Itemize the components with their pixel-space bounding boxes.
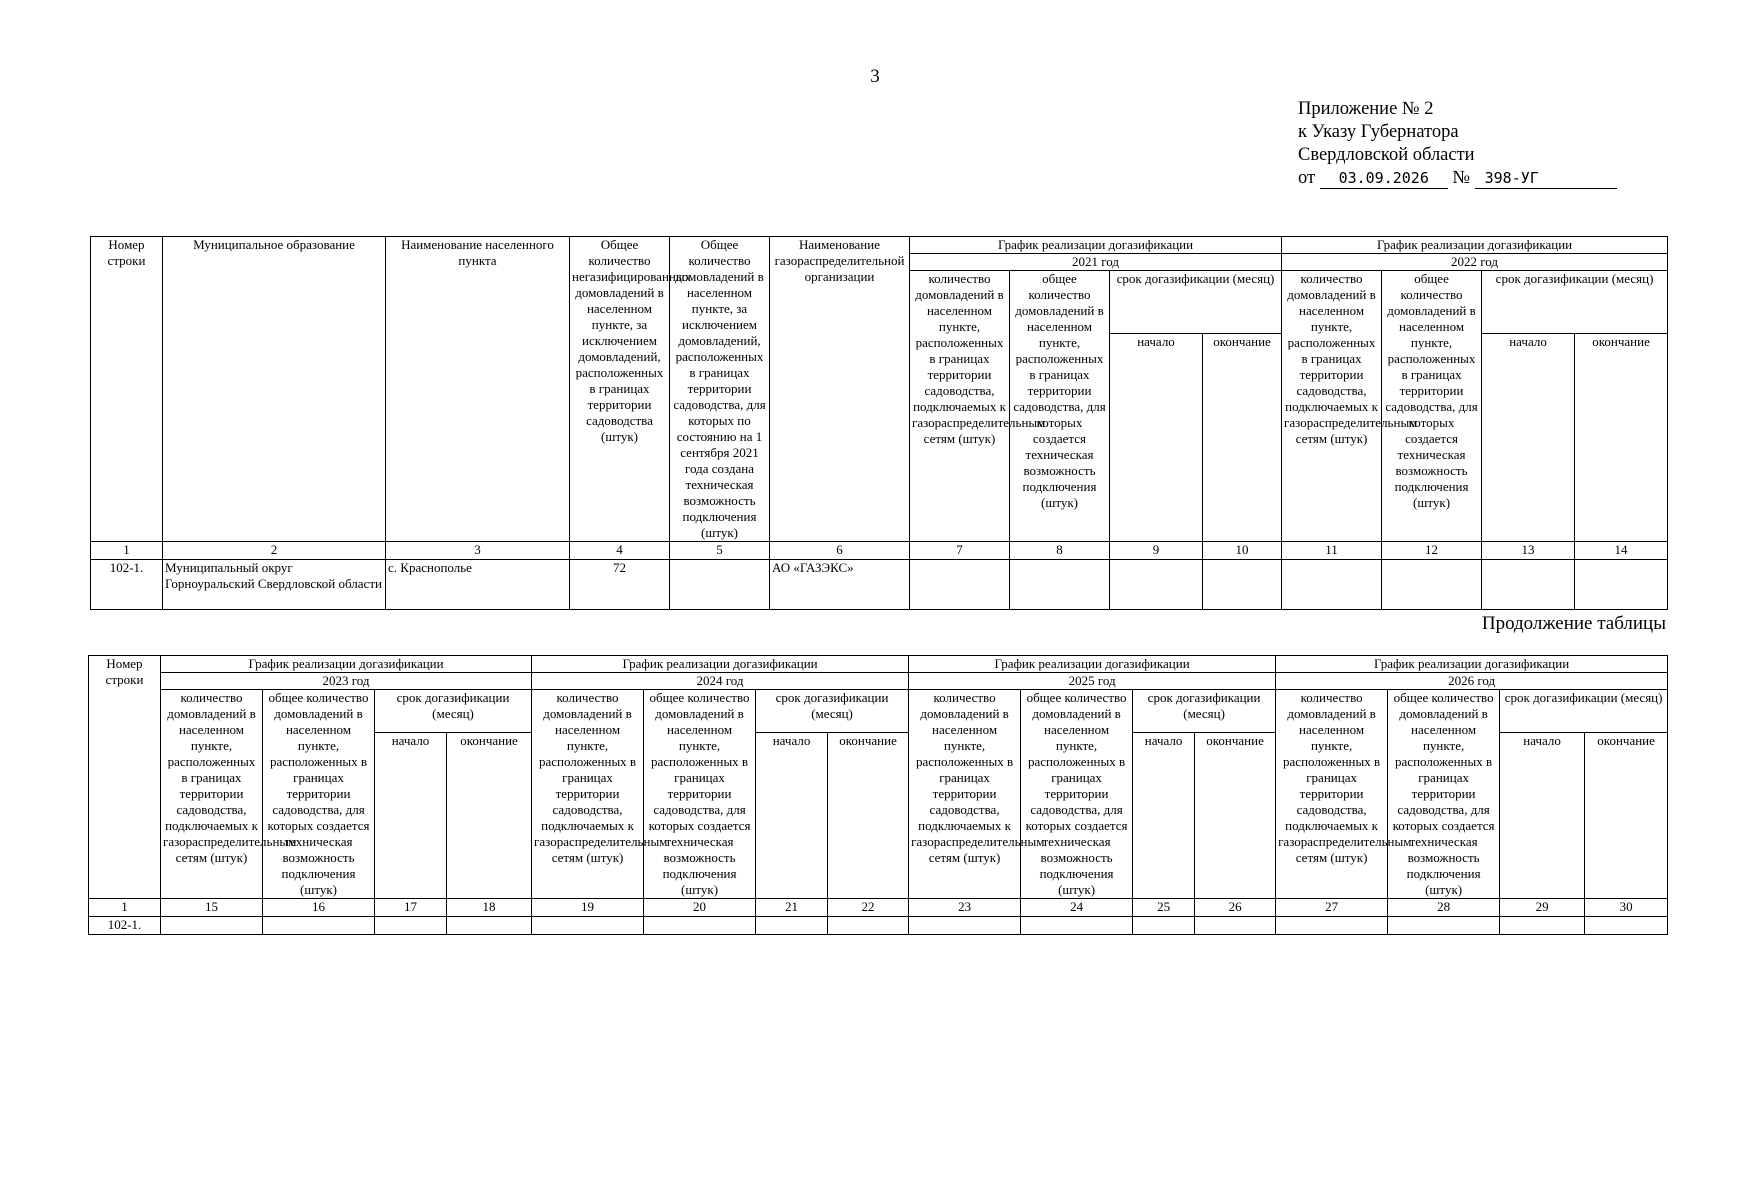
header-start: начало (1133, 733, 1195, 899)
col-number: 30 (1585, 899, 1668, 917)
header-start: начало (1482, 334, 1575, 542)
decree-date: 03.09.2026 (1320, 168, 1448, 189)
header-start: начало (1110, 334, 1203, 542)
header-connected-count: количество домовладений в населенном пункте, расположенных в границах территории садоводства, подключаемых к газораспределительным сетям (штук) (1276, 690, 1388, 899)
header-connected-count: количество домовладений в населенном пункте, расположенных в границах территории садоводства, подключаемых к газораспределительным сетям (штук) (909, 690, 1021, 899)
header-connected-count: количество домовладений в населенном пункте, расположенных в границах территории садоводства, подключаемых к газораспределительным сетям (штук) (1282, 271, 1382, 542)
col-number: 20 (644, 899, 756, 917)
col-number: 9 (1110, 542, 1203, 560)
col-number: 2 (163, 542, 386, 560)
header-possibility-count: общее количество домовладений в населенном пункте, расположенных в границах территории садоводства, для которых создается техническая возможность подключения (штук) (1010, 271, 1110, 542)
header-year: 2021 год (910, 254, 1282, 271)
col-number: 26 (1195, 899, 1276, 917)
col-number: 17 (375, 899, 447, 917)
cell-empty (1010, 560, 1110, 610)
col-number: 25 (1133, 899, 1195, 917)
header-connected-count: количество домовладений в населенном пункте, расположенных в границах территории садоводства, подключаемых к газораспределительным сетям (штук) (532, 690, 644, 899)
header-year: 2023 год (161, 673, 532, 690)
decree-number: 398-УГ (1475, 168, 1617, 189)
cell-empty (1382, 560, 1482, 610)
cell-settlement: с. Краснополье (386, 560, 570, 610)
cell-row-num: 102-1. (91, 560, 163, 610)
header-possibility-count: общее количество домовладений в населенном пункте, расположенных в границах территории садоводства, для которых создается техническая возможность подключения (штук) (644, 690, 756, 899)
col-number: 18 (447, 899, 532, 917)
header-end: окончание (828, 733, 909, 899)
col-number: 4 (570, 542, 670, 560)
header-deadline: срок догазификации (месяц) (1500, 690, 1668, 733)
continuation-table (88, 655, 1668, 935)
header-total-ungasified: Общее количество негазифицированных домовладений в населенном пункте, за исключением домовладений, расположенных в границах территории садоводства (штук) (570, 237, 670, 542)
cell-empty (1575, 560, 1668, 610)
col-number: 15 (161, 899, 263, 917)
cell-empty (1021, 917, 1133, 935)
header-end: окончание (447, 733, 532, 899)
col-number: 14 (1575, 542, 1668, 560)
header-year: 2022 год (1282, 254, 1668, 271)
header-connected-count: количество домовладений в населенном пункте, расположенных в границах территории садоводства, подключаемых к газораспределительным сетям (штук) (910, 271, 1010, 542)
header-deadline: срок догазификации (месяц) (375, 690, 532, 733)
header-deadline: срок догазификации (месяц) (1110, 271, 1282, 334)
cell-empty (532, 917, 644, 935)
header-schedule: График реализации догазификации (909, 656, 1276, 673)
header-start: начало (756, 733, 828, 899)
header-schedule: График реализации догазификации (1282, 237, 1668, 254)
header-end: окончание (1195, 733, 1276, 899)
col-number: 29 (1500, 899, 1585, 917)
header-year: 2026 год (1276, 673, 1668, 690)
cell-empty (1585, 917, 1668, 935)
header-possibility-count: общее количество домовладений в населенном пункте, расположенных в границах территории садоводства, для которых создается техническая возможность подключения (штук) (1382, 271, 1482, 542)
cell-empty (910, 560, 1010, 610)
header-start: начало (375, 733, 447, 899)
col-number: 5 (670, 542, 770, 560)
cell-empty (263, 917, 375, 935)
header-year: 2024 год (532, 673, 909, 690)
table-row (89, 917, 1668, 935)
date-prefix: от (1298, 168, 1316, 188)
header-possibility-count: общее количество домовладений в населенном пункте, расположенных в границах территории садоводства, для которых создается техническая возможность подключения (штук) (1388, 690, 1500, 899)
header-schedule: График реализации догазификации (532, 656, 909, 673)
main-table (90, 236, 1668, 610)
col-number: 16 (263, 899, 375, 917)
col-number: 19 (532, 899, 644, 917)
col-number: 12 (1382, 542, 1482, 560)
cell-empty (1388, 917, 1500, 935)
col-number: 23 (909, 899, 1021, 917)
continuation-label: Продолжение таблицы (1481, 613, 1666, 634)
col-number: 10 (1203, 542, 1282, 560)
cell-total-with-possibility (670, 560, 770, 610)
col-number: 27 (1276, 899, 1388, 917)
appendix-title: Приложение № 2 (1298, 99, 1434, 119)
col-number: 28 (1388, 899, 1500, 917)
header-possibility-count: общее количество домовладений в населенном пункте, расположенных в границах территории садоводства, для которых создается техническая возможность подключения (штук) (1021, 690, 1133, 899)
cell-total-ungasified: 72 (570, 560, 670, 610)
header-end: окончание (1585, 733, 1668, 899)
cell-empty (1500, 917, 1585, 935)
cell-empty (447, 917, 532, 935)
col-number: 3 (386, 542, 570, 560)
number-prefix: № (1452, 168, 1470, 188)
cell-empty (161, 917, 263, 935)
col-number: 11 (1282, 542, 1382, 560)
header-deadline: срок догазификации (месяц) (756, 690, 909, 733)
col-number: 21 (756, 899, 828, 917)
appendix-decree: к Указу Губернатора (1298, 122, 1459, 142)
header-gas-org: Наименование газораспределительной организации (770, 237, 910, 542)
header-connected-count: количество домовладений в населенном пункте, расположенных в границах территории садоводства, подключаемых к газораспределительным сетям (штук) (161, 690, 263, 899)
header-schedule: График реализации догазификации (910, 237, 1282, 254)
col-number: 13 (1482, 542, 1575, 560)
col-number: 1 (91, 542, 163, 560)
table-row (91, 560, 1668, 610)
header-schedule: График реализации догазификации (161, 656, 532, 673)
header-end: окончание (1575, 334, 1668, 542)
appendix-date-line (1298, 167, 1617, 190)
cell-empty (1195, 917, 1276, 935)
cell-empty (1203, 560, 1282, 610)
col-number: 1 (89, 899, 161, 917)
appendix-region: Свердловской области (1298, 145, 1475, 165)
header-year: 2025 год (909, 673, 1276, 690)
header-possibility-count: общее количество домовладений в населенном пункте, расположенных в границах территории садоводства, для которых создается техническая возможность подключения (штук) (263, 690, 375, 899)
cell-empty (909, 917, 1021, 935)
header-municipality: Муниципальное образование (163, 237, 386, 542)
col-number: 6 (770, 542, 910, 560)
col-number: 22 (828, 899, 909, 917)
header-row-num: Номер строки (89, 656, 161, 899)
cell-empty (1110, 560, 1203, 610)
header-row-num: Номер строки (91, 237, 163, 542)
col-number: 24 (1021, 899, 1133, 917)
header-end: окончание (1203, 334, 1282, 542)
cell-empty (828, 917, 909, 935)
cell-empty (375, 917, 447, 935)
cell-empty (1482, 560, 1575, 610)
header-deadline: срок догазификации (месяц) (1133, 690, 1276, 733)
cell-empty (1133, 917, 1195, 935)
cell-empty (1282, 560, 1382, 610)
page-number: 3 (870, 66, 880, 87)
cell-municipality: Муниципальный округ Горноуральский Свердловской области (163, 560, 386, 610)
header-deadline: срок догазификации (месяц) (1482, 271, 1668, 334)
cell-empty (756, 917, 828, 935)
header-schedule: График реализации догазификации (1276, 656, 1668, 673)
cell-empty (1276, 917, 1388, 935)
cell-row-num: 102-1. (89, 917, 161, 935)
appendix-block (1298, 98, 1617, 190)
header-start: начало (1500, 733, 1585, 899)
header-settlement: Наименование населенного пункта (386, 237, 570, 542)
cell-gas-org: АО «ГАЗЭКС» (770, 560, 910, 610)
header-total-with-possibility: Общее количество домовладений в населенном пункте, за исключением домовладений, расположенных в границах территории садоводства, для которых по состоянию на 1 сентября 2021 года создана техническая возможность подключения (штук) (670, 237, 770, 542)
col-number: 7 (910, 542, 1010, 560)
col-number: 8 (1010, 542, 1110, 560)
cell-empty (644, 917, 756, 935)
